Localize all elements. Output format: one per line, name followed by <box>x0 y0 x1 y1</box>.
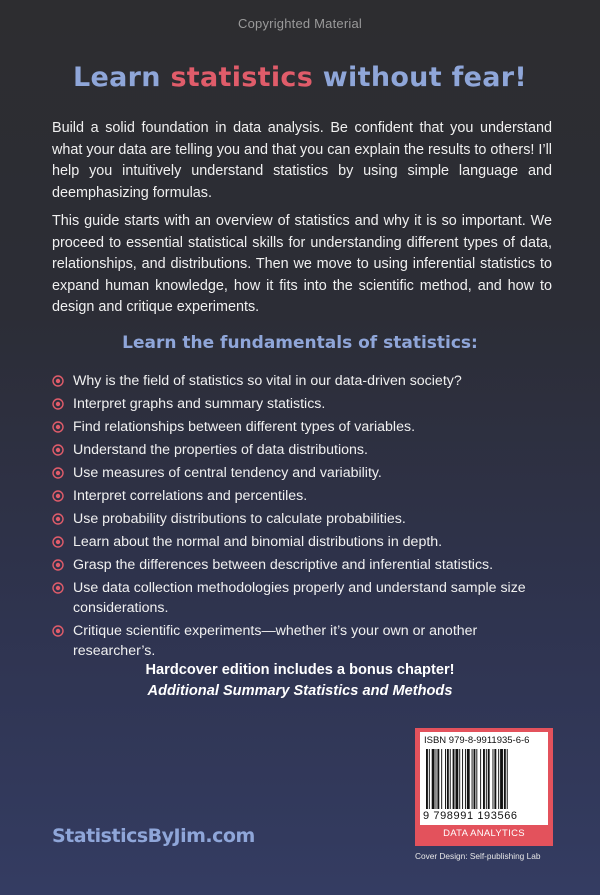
target-bullet-icon <box>52 582 64 594</box>
headline-accent: statistics <box>170 62 314 93</box>
isbn-number: ISBN 979-8-9911935-6-6 <box>424 735 530 746</box>
bonus-line-1: Hardcover edition includes a bonus chapter! <box>145 662 455 678</box>
list-item <box>52 555 552 575</box>
target-bullet-icon <box>52 559 64 571</box>
list-item <box>52 578 552 618</box>
list-item-text: Understand the properties of data distributions. <box>73 442 368 458</box>
barcode-label <box>420 732 548 825</box>
list-item-text: Find relationships between different types of variables. <box>73 419 416 435</box>
headline <box>0 62 600 93</box>
website-url: StatisticsByJim.com <box>52 825 255 847</box>
list-item <box>52 621 552 661</box>
target-bullet-icon <box>52 467 64 479</box>
list-item-text: Use data collection methodologies properly and understand sample size considerations. <box>73 580 526 616</box>
list-item <box>52 486 552 506</box>
intro-paragraph-1: Build a solid foundation in data analysis. Be confident that you understand what your data are telling you and that you can explain the results to others! I’ll help you intuitively understand statistics by using simple language and deemphasizing formulas. <box>52 120 552 201</box>
list-item-text: Interpret correlations and percentiles. <box>73 488 308 504</box>
headline-pre: Learn <box>72 62 171 93</box>
target-bullet-icon <box>52 421 64 433</box>
category-label: DATA ANALYTICS <box>443 828 525 839</box>
list-item <box>52 532 552 552</box>
list-item-text: Grasp the differences between descriptive and inferential statistics. <box>73 557 494 573</box>
list-item <box>52 394 552 414</box>
list-item-text: Interpret graphs and summary statistics. <box>73 396 326 412</box>
fundamentals-subheading: Learn the fundamentals of statistics: <box>122 333 478 353</box>
list-item-text: Use measures of central tendency and variability. <box>73 465 382 481</box>
target-bullet-icon <box>52 625 64 637</box>
barcode-digits: 9 798991 193566 <box>423 810 518 822</box>
list-item-text: Use probability distributions to calculate probabilities. <box>73 511 406 527</box>
bonus-note <box>0 660 600 702</box>
target-bullet-icon <box>52 536 64 548</box>
list-item <box>52 371 552 391</box>
list-item-text: Learn about the normal and binomial distributions in depth. <box>73 534 443 550</box>
target-bullet-icon <box>52 444 64 456</box>
list-item <box>52 509 552 529</box>
bonus-line-2: Additional Summary Statistics and Methods <box>147 683 453 699</box>
cover-design-credit: Cover Design: Self-publishing Lab <box>415 851 541 861</box>
fundamentals-list <box>52 371 552 664</box>
target-bullet-icon <box>52 513 64 525</box>
target-bullet-icon <box>52 490 64 502</box>
intro-paragraph-2: This guide starts with an overview of statistics and why it is so important. We proceed to essential statistical skills for understanding different types of data, relationships, and distributions. Then we move to using inferential statistics to expand human knowledge, how it fits into the scientific method, and how to design and critique experiments. <box>52 213 552 315</box>
list-item <box>52 440 552 460</box>
headline-post: without fear! <box>313 62 528 93</box>
list-item-text: Critique scientific experiments—whether it’s your own or another researcher’s. <box>73 623 478 659</box>
target-bullet-icon <box>52 398 64 410</box>
list-item <box>52 417 552 437</box>
list-item-text: Why is the field of statistics so vital in our data-driven society? <box>73 373 462 389</box>
list-item <box>52 463 552 483</box>
copyright-watermark: Copyrighted Material <box>238 16 362 31</box>
barcode-bars-icon <box>426 749 542 809</box>
barcode-panel <box>415 728 553 846</box>
target-bullet-icon <box>52 375 64 387</box>
